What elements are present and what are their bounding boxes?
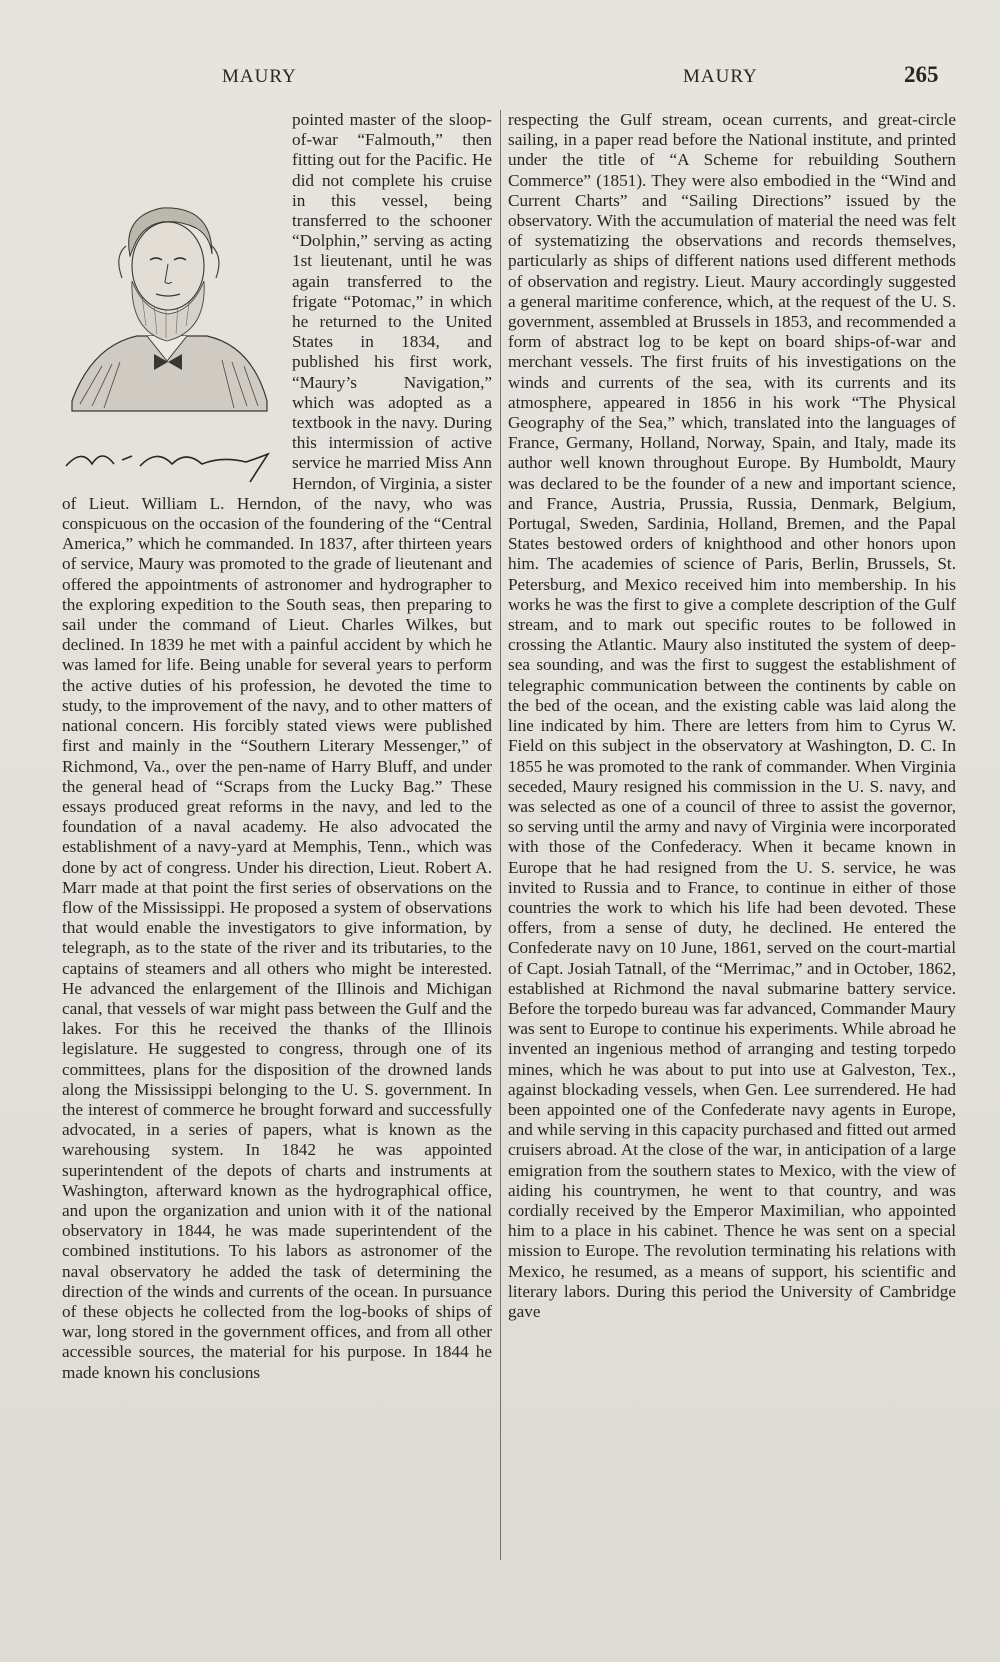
right-column: [508, 110, 956, 1322]
portrait-illustration: [62, 186, 280, 486]
running-head-right: MAURY: [683, 66, 758, 87]
right-column-text: respecting the Gulf stream, ocean currents, and great-circle sailing, in a paper read before the National institute, and printed under the title of “A Scheme for rebuilding Southern Commerce” (1851). They were also embodied in the “Wind and Current Charts” and “Sailing Directions” issued by the observatory. With the accumulation of material the need was felt of systematizing the observations and records themselves, particularly as ships of different nations used different methods of observation and registry. Lieut. Maury accordingly suggested a general maritime conference, which, at the request of the U. S. government, assembled at Brussels in 1853, and recommended a form of abstract log to be kept on board ships-of-war and merchant vessels. The first fruits of his investigations on the winds and currents of the sea, with its currents and its atmosphere, appeared in 1856 in his work “The Physical Geography of the Sea,” which, translated into the languages of France, Germany, Holland, Norway, Spain, and Italy, made its author well known throughout Europe. By Humboldt, Maury was declared to be the founder of a new and important science, and France, Austria, Prussia, Russia, Denmark, Belgium, Portugal, Sweden, Sardinia, Holland, Bremen, and the Papal States bestowed orders of knighthood and other honors upon him. The academies of science of Paris, Berlin, Brussels, St. Petersburg, and Mexico received him into membership. In his works he was the first to give a complete description of the Gulf stream, and to mark out specific routes to be followed in crossing the Atlantic. Maury also instituted the system of deep-sea sounding, and was the first to suggest the establishment of telegraphic communication between the continents by cable on the bed of the ocean, and the existing cable was laid along the line indicated by him. There are letters from him to Cyrus W. Field on this subject in the observatory at Washington, D. C. In 1855 he was promoted to the rank of commander. When Virginia seceded, Maury resigned his commission in the U. S. navy, and was selected as one of a council of three to assist the governor, so serving until the army and navy of Virginia were incorporated with those of the Confederacy. When it became known in Europe that he had resigned from the U. S. service, he was invited to Russia and to France, to continue in either of those countries the work to which his life had been devoted. These offers, from a sense of duty, he declined. He entered the Confederate navy on 10 June, 1861, served on the court-martial of Capt. Josiah Tatnall, of the “Merrimac,” and in October, 1862, established at Richmond the naval submarine battery service. Before the torpedo bureau was far advanced, Commander Maury was sent to Europe to continue his experiments. While abroad he invented an ingenious method of arranging and testing torpedo mines, which he was about to put into use at Galveston, Tex., against blockading vessels, when Gen. Lee surrendered. He had been appointed one of the Confederate navy agents in Europe, and while serving in this capacity purchased and fitted out armed cruisers abroad. At the close of the war, in anticipation of a large emigration from the southern states to Mexico, with the view of aiding his countrymen, he went to that country, and was cordially received by the Emperor Maximilian, who appointed him to a place in his cabinet. Thence he was sent on a special mission to Europe. The revolution terminating his relations with Mexico, he resumed, as a means of support, his scientific and literary labors. During this period the University of Cambridge gave: [508, 110, 956, 1321]
column-divider: [500, 110, 501, 1560]
running-header: [0, 62, 1000, 92]
left-column: [62, 110, 492, 1383]
running-head-left: MAURY: [222, 66, 297, 87]
left-column-text: pointed master of the sloop-of-war “Falmouth,” then fitting out for the Pacific. He did not complete his cruise in this vessel, being transferred to the schooner “Dolphin,” serving as acting 1st lieutenant, until he was again transferred to the frigate “Potomac,” in which he returned to the United States in 1834, and published his first work, “Maury’s Navigation,” which was adopted as a textbook in the navy. During this intermission of active service he married Miss Ann Herndon, of Virginia, a sister of Lieut. William L. Herndon, of the navy, who was conspicuous on the occasion of the foundering of the “Central America,” which he commanded. In 1837, after thirteen years of service, Maury was promoted to the grade of lieutenant and offered the appointments of astronomer and hydrographer to the exploring expedition to the South seas, then preparing to sail under the command of Lieut. Charles Wilkes, but declined. In 1839 he met with a painful accident by which he was lamed for life. Being unable for several years to perform the active duties of his profession, he devoted the time to study, to the improvement of the navy, and to other matters of national concern. His forcibly stated views were published first and mainly in the “Southern Literary Messenger,” of Richmond, Va., over the pen-name of Harry Bluff, and under the general head of “Scraps from the Lucky Bag.” These essays produced great reforms in the navy, and led to the foundation of a naval academy. He also advocated the establishment of a navy-yard at Memphis, Tenn., which was done by act of congress. Under his direction, Lieut. Robert A. Marr made at that point the first series of observations on the flow of the Mississippi. He proposed a system of observations that would enable the investigators to give information, by telegraph, as to the state of the river and its tributaries, to the captains of steamers and all others who might be interested. He advanced the enlargement of the Illinois and Michigan canal, that vessels of war might pass between the Gulf and the lakes. For this he received the thanks of the Illinois legislature. He suggested to congress, through one of its committees, plans for the disposition of the drowned lands along the Mississippi belonging to the U. S. government. In the interest of commerce he brought forward and successfully advocated, in a series of papers, what is known as the warehousing system. In 1842 he was appointed superintendent of the depots of charts and instruments at Washington, afterward known as the hydrographical office, and upon the organization and union with it of the national observatory in 1844, he was made superintendent of the combined institutions. To his labors as astronomer of the naval observatory he added the task of determining the direction of the winds and currents of the ocean. In pursuance of these objects he collected from the log-books of ships of war, long stored in the government offices, and from all other accessible sources, the material for his purpose. In 1844 he made known his conclusions: [62, 110, 492, 1382]
page-number: 265: [904, 62, 939, 87]
portrait-engraving-icon: [62, 186, 280, 486]
